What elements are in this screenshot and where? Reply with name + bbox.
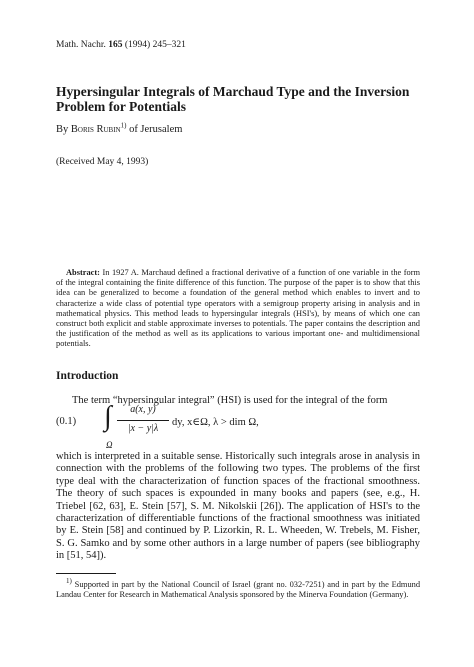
paper-title: Hypersingular Integrals of Marchaud Type and the Inversion Problem for Potentials — [56, 84, 410, 114]
fraction-bar — [117, 420, 169, 421]
integral-sign: ∫ — [104, 401, 112, 432]
received-date: (Received May 4, 1993) — [56, 157, 149, 167]
journal-year-pages: (1994) 245–321 — [124, 40, 186, 50]
journal-name: Math. Nachr. — [56, 40, 106, 50]
footnote-mark: 1) — [66, 577, 72, 586]
byline-prefix: By — [56, 124, 69, 135]
intro-lead: The term “hypersingular integral” (HSI) is used for the integral of the form — [72, 395, 388, 406]
byline — [56, 121, 183, 135]
equation-rest: dy, x∈Ω, λ > dim Ω, — [172, 417, 259, 428]
integral-domain: Ω — [106, 440, 113, 450]
abstract-label: Abstract: — [66, 268, 100, 277]
footnote-rule — [56, 573, 116, 574]
footnote — [56, 577, 421, 601]
abstract-text: In 1927 A. Marchaud defined a fractional derivative of a function of one variable in the form of the integral containing the finite difference of this function. The purpose of the paper is to show that this idea can be generalized to become a foundation of the general method which enables to invert and to characterize a wide class of potential type operators with a semigroup property arising in analysis and in mathematical physics. This method leads to hypersingular integrals (HSI's), by means of which one can construct both explicit and stable approximate inverses to potentials. The paper contains the description and the justification of the method as well as its applications to various important one- and multidimensional potentials. — [56, 268, 421, 349]
author-name: Boris Rubin — [70, 124, 121, 135]
equation-number: (0.1) — [56, 416, 77, 427]
footnote-text: Supported in part by the National Council of Israel (grant no. 032-7251) and in part by the Edmund Landau Center for Research in Mathematical Analysis sponsored by the Minerva Foundation (Germany). — [56, 580, 421, 600]
intro-body: which is interpreted in a suitable sense. Historically such integrals arose in analysis in connection with the problems of the following two types. The problems of the first type deal with the characterization of function spaces of the fractional smoothness. The theory of such spaces is expounded in many books and papers (see, e.g., H. Triebel [62, 63], E. Stein [57], S. M. Nikolskii [26]). The application of HSI's to the characterization of differentiable functions of the fractional smoothness was initiated by E. Stein [58] and continued by P. Lizorkin, R. L. Wheeden, W. Trebels, M. Fisher, S. G. Samko and by some other authors in a large number of papers (see bibliography in [51, 54]). — [56, 451, 420, 562]
journal-volume: 165 — [108, 40, 123, 50]
journal-header — [56, 40, 186, 50]
author-footnote-mark: 1) — [120, 121, 127, 130]
fraction-denominator: |x − y|λ — [127, 423, 159, 434]
byline-affiliation: of Jerusalem — [129, 124, 183, 135]
section-heading-introduction: Introduction — [56, 370, 119, 382]
abstract — [56, 268, 420, 350]
fraction-numerator: a(x, y) — [130, 404, 156, 415]
